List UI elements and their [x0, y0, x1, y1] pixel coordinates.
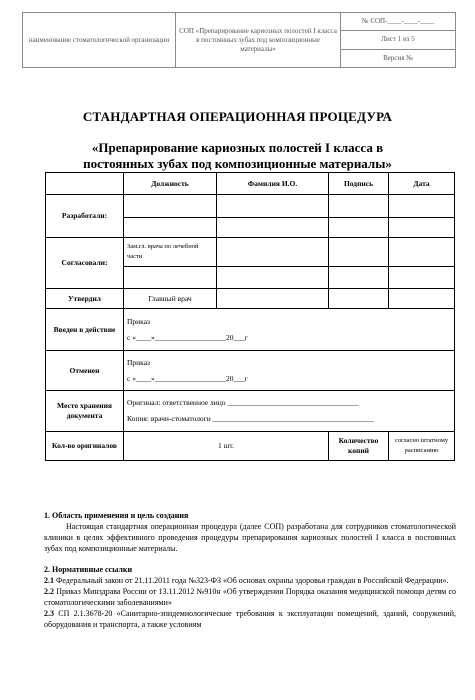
cell: [329, 218, 389, 238]
introduced-label: Введен в действие: [46, 309, 124, 351]
sheet-number: Лист 1 из 5: [341, 31, 456, 49]
clause-text: Федеральный закон от 21.11.2011 года №323-ФЗ «Об основах охраны здоровья граждан в Российской Федерации».: [54, 576, 449, 585]
subtitle-line-2: постоянных зубах под композиционные материалы»: [83, 156, 392, 171]
originals-count-label: Кол-во оригиналов: [46, 432, 124, 461]
corner-cell: [46, 173, 124, 195]
cell: [389, 289, 455, 309]
cell: [389, 267, 455, 289]
cell: [124, 195, 217, 218]
cell: [124, 267, 217, 289]
approved-label: Утвердил: [46, 289, 124, 309]
header-name: Фамилия И.О.: [217, 173, 329, 195]
cell: [389, 238, 455, 267]
header-date: Дата: [389, 173, 455, 195]
section-1-text: Настоящая стандартная операционная процедура (далее СОП) разработана для сотрудников стоматологической клиники в целях эффективного проведения процедуры препарирования кариозных полостей I класса в постоянных зубах под композиционные материалы.: [44, 522, 456, 553]
version-number: Версия №: [341, 49, 456, 67]
clause-2-3: [44, 608, 456, 630]
cancelled-order: [124, 351, 455, 391]
introduced-order: [124, 309, 455, 351]
cell: [124, 218, 217, 238]
approval-table: [45, 172, 455, 461]
cell: [217, 195, 329, 218]
clause-text: Приказ Минздрава России от 13.11.2012 №910н «Об утверждении Порядка оказания медицинской помощи детям со стоматологическими заболеваниями»: [44, 587, 456, 607]
subtitle-line-1: «Препарирование кариозных полостей I класса в: [91, 140, 384, 155]
document-subtitle: [0, 140, 475, 172]
order-label: Приказ: [127, 316, 151, 326]
cell: [389, 218, 455, 238]
original-holder: Оригинал: ответственное лицо ___________________________________: [127, 398, 359, 407]
cell: [329, 267, 389, 289]
clause-number: 2.3: [44, 609, 54, 618]
order-label: Приказ: [127, 357, 151, 367]
order-date-line: с «____»___________________20___г: [127, 332, 248, 342]
storage-info: [124, 391, 455, 432]
order-date-line: с «____»___________________20___г: [127, 373, 248, 383]
clause-2-2: [44, 586, 456, 608]
cell: [217, 289, 329, 309]
cell: [217, 267, 329, 289]
header-position: Должность: [124, 173, 217, 195]
cell: [217, 218, 329, 238]
copy-holder: Копия: врачи-стоматологи ___________________________________________: [127, 414, 374, 423]
storage-label: Место хранения документа: [46, 391, 124, 432]
sop-title-cell: СОП «Препарирование кариозных полостей I класса в постоянных зубах под композиционные материалы»: [176, 13, 341, 68]
clause-number: 2.1: [44, 576, 54, 585]
agreed-label: Согласовали:: [46, 238, 124, 289]
document-title: СТАНДАРТНАЯ ОПЕРАЦИОННАЯ ПРОЦЕДУРА: [82, 109, 393, 124]
clause-number: 2.2: [44, 587, 54, 596]
cell: [217, 238, 329, 267]
cell: [389, 195, 455, 218]
cell: [329, 195, 389, 218]
cell: [329, 289, 389, 309]
section-2-title: 2. Нормативные ссылки: [44, 565, 133, 574]
copies-count-value: согласно штатному расписанию: [389, 432, 455, 461]
originals-count-value: 1 шт.: [124, 432, 329, 461]
cancelled-label: Отменен: [46, 351, 124, 391]
section-1-title: 1. Область применения и цель создания: [44, 511, 189, 520]
approved-position: Главный врач: [124, 289, 217, 309]
clause-2-1: [44, 575, 456, 586]
copies-count-label: Количество копий: [329, 432, 389, 461]
organization-name: наименование стоматологической организации: [23, 13, 176, 68]
sop-number: № СОП-____-____-____: [341, 13, 456, 31]
developed-label: Разработали:: [46, 195, 124, 238]
cell: [329, 238, 389, 267]
clause-text: СП 2.1.3678-20 «Санитарно-эпидемиологические требования к эксплуатации помещений, зданий, сооружений, оборудования и транспорта, а также условиям: [44, 609, 456, 629]
agreed-position: Зам.гл. врача по лечебной части: [124, 238, 217, 267]
document-body: [44, 510, 456, 630]
header-signature: Подпись: [329, 173, 389, 195]
document-header-table: [22, 12, 456, 68]
